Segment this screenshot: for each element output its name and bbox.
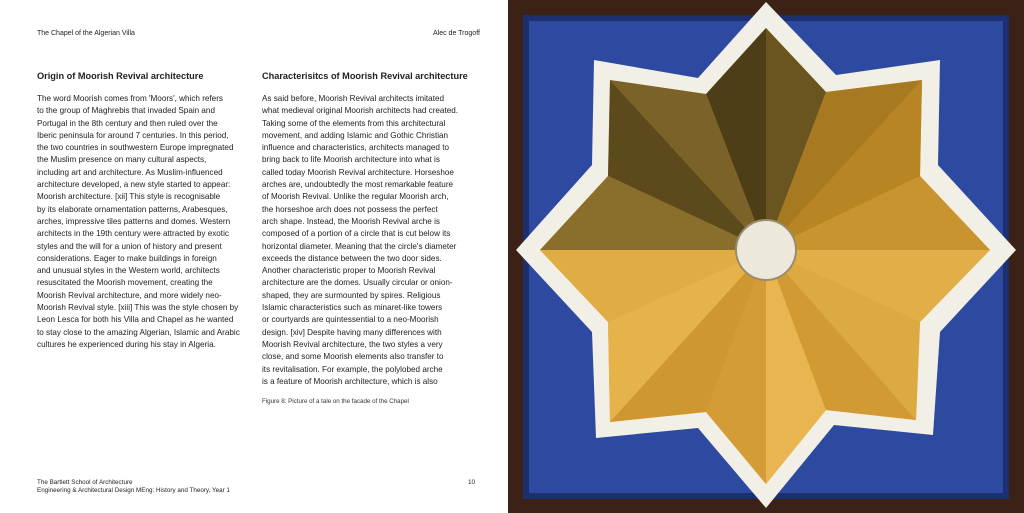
page-number: 10 — [468, 479, 476, 486]
right-line: what medieval original Moorish architects had created. — [262, 106, 458, 116]
right-line: close, and some Moorish elements also transfer to — [262, 352, 444, 362]
right-line: the horseshoe arch does not possess the perfect — [262, 204, 438, 214]
left-line: by its elaborate ornamentation patterns, Arabesques, — [37, 204, 228, 214]
tile-photograph — [508, 0, 1024, 513]
right-line: architecture are the domes. Usually circular or onion- — [262, 278, 453, 288]
footer-institution: The Bartlett School of Architecture — [37, 479, 133, 486]
left-line: Moorish architecture. [xii] This style is recognisable — [37, 192, 221, 202]
left-column — [37, 71, 255, 351]
left-line: cultures he experienced during his stay in Algeria. — [37, 339, 216, 349]
left-line: Moorish Revival architecture, and more widely neo- — [37, 290, 222, 300]
left-line: the two countries in southwestern Europe impregnated — [37, 143, 234, 153]
left-line: and unusual styles in the Western world, architects — [37, 266, 220, 276]
right-line: of Moorish Revival. Unlike the regular Moorish arch, — [262, 192, 449, 202]
right-line: composed of a portion of a circle that is cut below its — [262, 229, 451, 239]
left-line: The word Moorish comes from 'Moors', which refers — [37, 94, 223, 103]
right-line: arches are, undoubtedly the most remarkable feature — [262, 180, 454, 190]
right-line: shaped, they are surmounted by spires. Religious — [262, 290, 441, 300]
left-line: including art and architecture. As Muslim-influenced — [37, 167, 223, 177]
right-line: exceeds the distance between the two door sides. — [262, 253, 442, 263]
right-line: Moorish Revival architecture, the two styles a very — [262, 339, 443, 349]
running-header-author: Alec de Trogoff — [433, 30, 480, 37]
section-heading-origin: Origin of Moorish Revival architecture — [37, 71, 204, 81]
page-footer — [37, 479, 230, 495]
left-line: considerations. Eager to make buildings in foreign — [37, 253, 217, 263]
right-line: arch shape. Instead, the Moorish Revival arche is — [262, 216, 440, 226]
left-line: arches, impressive tiles patterns and domes. Western — [37, 216, 231, 226]
left-line: resuscitated the Moorish movement, creating the — [37, 278, 213, 288]
left-line: to stay close to the amazing Algerian, Islamic and Arabic — [37, 327, 240, 337]
star-tile-image — [508, 0, 1024, 513]
right-line: Islamic characteristics such as minaret-like towers — [262, 303, 443, 313]
right-line: its revitalisation. For example, the polylobed arche — [262, 364, 443, 374]
right-line: As said before, Moorish Revival architects imitated — [262, 94, 444, 103]
right-line: horizontal diameter. Meaning that the circle's diameter — [262, 241, 457, 251]
right-line: Another characteristic proper to Moorish Revival — [262, 266, 436, 276]
left-line: architects in the 19th century were attracted by exotic — [37, 229, 229, 239]
document-page — [0, 0, 508, 513]
section-heading-characteristics: Characterisitcs of Moorish Revival architecture — [262, 71, 468, 81]
left-line: styles and the will for a union of history and present — [37, 241, 222, 251]
right-line: Taking some of the elements from this architectural — [262, 118, 446, 128]
left-line: Leon Lesca for both his Villa and Chapel as he wanted — [37, 315, 234, 325]
left-column-body — [37, 93, 255, 351]
left-line: architecture developed, a new style started to appear: — [37, 180, 231, 190]
right-column-body — [262, 93, 480, 388]
running-header-title: The Chapel of the Algerian Villa — [37, 30, 135, 37]
right-line: influence and characteristics, architects managed to — [262, 143, 449, 153]
right-line: movement, and adding Islamic and Gothic Christian — [262, 130, 449, 140]
right-line: or courtyards are quintessential to a neo-Moorish — [262, 315, 439, 325]
left-line: the Muslim presence on many cultural aspects, — [37, 155, 207, 165]
left-line: Iberic peninsula for around 7 centuries. In this period, — [37, 130, 229, 140]
right-line: bring back to life Moorish architecture into what is — [262, 155, 440, 165]
figure-caption: Figure 8: Picture of a tale on the facade of the Chapel — [262, 398, 409, 406]
footer-course: Engineering & Architectural Design MEng: History and Theory, Year 1 — [37, 487, 230, 495]
right-line: is a feature of Moorish architecture, which is also — [262, 376, 438, 386]
right-line: called today Moorish Revival architecture. Horseshoe — [262, 167, 454, 177]
left-line: to the group of Maghrebis that invaded Spain and — [37, 106, 215, 116]
right-line: design. [xiv] Despite having many differences with — [262, 327, 442, 337]
left-line: Moorish Revival style. [xiii] This was the style chosen by — [37, 303, 239, 313]
right-column — [262, 71, 480, 405]
left-line: Portugal in the 8th century and then ruled over the — [37, 118, 218, 128]
